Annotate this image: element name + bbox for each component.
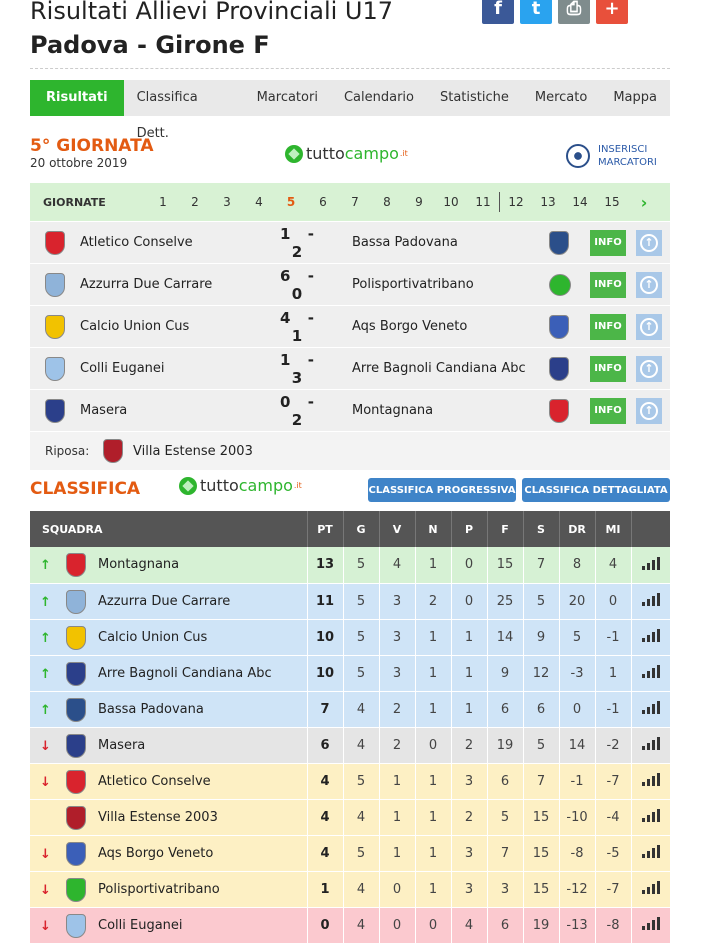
tab-mercato[interactable]: Mercato [534,90,588,105]
away-crest-icon [549,315,569,339]
stat-dr: 5 [559,619,595,655]
home-crest-icon [45,315,65,339]
stat-pt: 11 [307,583,343,619]
stat-pt: 10 [307,619,343,655]
trend-chart-cell[interactable] [631,547,670,583]
tuttocampo-logo [285,144,408,163]
arrow-down-icon: ↓ [40,774,51,790]
logo-text-accent: campo [344,144,399,163]
trend-chart-icon[interactable] [642,808,660,822]
trend-chart-icon[interactable] [642,772,660,786]
stat-p: 3 [451,871,487,907]
giornata-date: 20 ottobre 2019 [30,156,128,170]
stat-f: 6 [487,907,523,943]
team-name[interactable]: Masera [98,737,146,753]
tab-risultati[interactable]: Risultati [30,80,124,116]
tab-calendario[interactable]: Calendario [343,90,414,105]
stat-v: 0 [379,907,415,943]
classifica-progressiva-button[interactable]: CLASSIFICA PROGRESSIVA [368,478,516,502]
stat-n: 1 [415,619,451,655]
col-g: G [343,511,379,547]
twitter-icon[interactable]: t [520,0,552,24]
page-title-line2: Padova - Girone F [30,31,270,59]
stat-mi: -7 [595,871,631,907]
stat-f: 6 [487,691,523,727]
stat-s: 7 [523,547,559,583]
stat-mi: -1 [595,619,631,655]
stat-n: 1 [415,655,451,691]
table-header-row [30,511,670,547]
home-team[interactable]: Calcio Union Cus [80,319,190,334]
team-name[interactable]: Montagnana [98,557,180,572]
stat-n: 1 [415,835,451,871]
stat-mi: -1 [595,691,631,727]
team-crest-icon [66,914,86,938]
stat-mi: -5 [595,835,631,871]
home-team[interactable]: Colli Euganei [80,361,165,376]
tab-classifica-dett[interactable]: Classifica Dett. [136,90,198,141]
team-cell [30,907,307,943]
trend-chart-cell[interactable] [631,907,670,943]
trend-chart-cell[interactable] [631,727,670,763]
col-f: F [487,511,523,547]
stat-g: 4 [343,727,379,763]
classifica-dettagliata-button[interactable]: CLASSIFICA DETTAGLIATA [522,478,670,502]
stat-p: 2 [451,727,487,763]
stat-dr: 0 [559,691,595,727]
stat-g: 5 [343,835,379,871]
col-dr: DR [559,511,595,547]
col-n: N [415,511,451,547]
col-pt: PT [307,511,343,547]
trend-chart-icon[interactable] [642,916,660,930]
arrow-up-icon: ↑ [40,558,51,573]
away-crest-icon [549,274,571,296]
home-crest-icon [45,357,65,381]
stat-g: 5 [343,583,379,619]
team-name[interactable]: Villa Estense 2003 [98,809,218,825]
team-name[interactable]: Aqs Borgo Veneto [98,845,214,861]
arrow-up-icon: ↑ [640,276,658,294]
stat-f: 9 [487,655,523,691]
team-name[interactable]: Bassa Padovana [98,701,204,717]
stat-s: 15 [523,871,559,907]
table-row [30,835,670,871]
stat-v: 0 [379,871,415,907]
giornata-link-current[interactable]: 5 [286,195,296,209]
inserisci-line2: MARCATORI [598,157,657,168]
stat-dr: 14 [559,727,595,763]
trend-chart-icon[interactable] [642,592,660,606]
team-name[interactable]: Arre Bagnoli Candiana Abc [98,665,272,681]
trend-chart-icon[interactable] [642,844,660,858]
giornata-link[interactable]: 12 [508,195,524,209]
team-name[interactable]: Colli Euganei [98,917,183,933]
info-button[interactable]: INFO [590,356,626,382]
match-row [30,348,670,390]
match-list [30,222,670,470]
away-team[interactable]: Montagnana [352,403,434,418]
stat-p: 1 [451,619,487,655]
match-score: 0 - 2 [280,392,320,429]
giornate-label: GIORNATE [43,195,106,209]
stat-dr: -12 [559,871,595,907]
riposa-team[interactable]: Villa Estense 2003 [133,443,253,459]
stat-p: 4 [451,907,487,943]
stat-f: 6 [487,763,523,799]
trend-chart-icon[interactable] [642,664,660,678]
team-name[interactable]: Polisportivatribano [98,881,220,897]
team-cell [30,655,307,691]
home-team[interactable]: Atletico Conselve [80,235,193,250]
away-crest-icon [549,357,569,381]
stat-pt: 4 [307,763,343,799]
team-crest-icon [66,842,86,866]
team-crest-icon [66,734,86,758]
logo-text-main: tutto [306,144,345,163]
stat-p: 3 [451,835,487,871]
team-crest-icon [66,698,86,722]
team-crest-icon [66,878,86,902]
away-team[interactable]: Aqs Borgo Veneto [352,319,468,334]
team-crest-icon [66,806,86,830]
table-row [30,763,670,799]
stat-p: 0 [451,583,487,619]
classifica-title: CLASSIFICA [30,479,141,499]
stat-n: 1 [415,799,451,835]
trend-chart-cell[interactable] [631,655,670,691]
giornata-link[interactable]: 1 [159,195,167,209]
stat-s: 9 [523,619,559,655]
tab-statistiche[interactable]: Statistiche [439,90,509,105]
stat-n: 0 [415,727,451,763]
stat-v: 3 [379,655,415,691]
stat-dr: -13 [559,907,595,943]
stat-n: 0 [415,907,451,943]
tab-mappa[interactable]: Mappa [613,90,657,105]
stat-pt: 13 [307,547,343,583]
giornata-link[interactable]: 8 [383,195,391,209]
giornata-link[interactable]: 10 [443,195,459,209]
riposa-label: Riposa: [45,444,90,458]
col-mi: MI [595,511,631,547]
stat-dr: -8 [559,835,595,871]
soccer-ball-icon [566,144,590,168]
stat-dr: -1 [559,763,595,799]
stat-dr: -3 [559,655,595,691]
home-crest-icon [45,399,65,423]
trend-chart-cell[interactable] [631,835,670,871]
trend-chart-cell[interactable] [631,619,670,655]
stat-g: 5 [343,619,379,655]
match-score: 1 - 3 [280,350,320,387]
stat-v: 2 [379,727,415,763]
arrow-up-icon: ↑ [40,630,51,646]
info-button[interactable]: INFO [590,314,626,340]
riposa-row [30,432,670,470]
team-cell [30,727,307,763]
info-button[interactable]: INFO [590,398,626,424]
giornata-title: 5° GIORNATA [30,136,154,156]
team-cell [30,871,307,907]
match-score: 1 - 2 [280,224,320,261]
arrow-down-icon: ↓ [40,738,51,754]
stat-f: 19 [487,727,523,763]
giornata-link[interactable]: 4 [255,195,263,209]
trend-chart-icon[interactable] [642,700,660,714]
stat-f: 7 [487,835,523,871]
stat-s: 5 [523,583,559,619]
match-row [30,222,670,264]
stat-v: 3 [379,583,415,619]
table-row [30,655,670,691]
team-crest-icon [66,590,86,614]
team-cell [30,763,307,799]
table-row [30,619,670,655]
giornata-link[interactable]: 6 [319,195,327,209]
stat-f: 14 [487,619,523,655]
team-name[interactable]: Atletico Conselve [98,773,211,789]
stat-n: 1 [415,763,451,799]
stat-v: 2 [379,691,415,727]
stat-g: 4 [343,871,379,907]
stat-mi: -7 [595,763,631,799]
trend-chart-cell[interactable] [631,799,670,835]
stat-pt: 1 [307,871,343,907]
team-cell [30,799,307,835]
ball-icon [285,145,303,163]
match-score: 4 - 1 [280,308,320,345]
arrow-up-icon: ↑ [640,234,658,252]
logo-text-suffix: .it [399,149,408,158]
table-row [30,871,670,907]
match-details-button[interactable] [636,314,662,340]
col-s: S [523,511,559,547]
page-title [30,0,393,62]
table-row [30,583,670,619]
stat-p: 3 [451,763,487,799]
stat-n: 1 [415,547,451,583]
giornata-link[interactable]: 3 [223,195,231,209]
social-share-bar [482,0,628,24]
facebook-icon[interactable]: f [482,0,514,24]
arrow-up-icon: ↑ [40,594,51,610]
stat-dr: 8 [559,547,595,583]
logo-text-suffix: .it [293,481,302,490]
giornata-link[interactable]: 2 [191,195,199,209]
stat-v: 1 [379,835,415,871]
stat-s: 7 [523,763,559,799]
stat-f: 5 [487,799,523,835]
home-team[interactable]: Azzurra Due Carrare [80,277,213,292]
arrow-up-icon: ↑ [640,402,658,420]
stat-p: 0 [451,547,487,583]
trend-chart-icon[interactable] [642,736,660,750]
table-row [30,727,670,763]
ball-icon [179,477,197,495]
table-row [30,907,670,943]
stat-mi: -2 [595,727,631,763]
stat-pt: 4 [307,799,343,835]
trend-chart-cell[interactable] [631,583,670,619]
stat-mi: -4 [595,799,631,835]
logo-text-main: tutto [200,476,239,495]
giornata-link[interactable]: 7 [351,195,359,209]
match-details-button[interactable] [636,356,662,382]
tab-marcatori[interactable]: Marcatori [256,90,318,105]
stat-v: 4 [379,547,415,583]
away-crest-icon [549,231,569,255]
stat-v: 1 [379,799,415,835]
stat-f: 3 [487,871,523,907]
col-v: V [379,511,415,547]
match-details-button[interactable] [636,230,662,256]
stat-p: 1 [451,691,487,727]
team-cell [30,583,307,619]
giornate-selector [30,183,670,221]
next-arrow-icon[interactable]: › [640,192,648,212]
stat-mi: 0 [595,583,631,619]
arrow-up-icon: ↑ [40,666,51,682]
stat-pt: 6 [307,727,343,763]
match-details-button[interactable] [636,272,662,298]
arrow-down-icon: ↓ [40,918,51,934]
away-team[interactable]: Arre Bagnoli Candiana Abc [352,361,526,376]
home-crest-icon [45,273,65,297]
away-team[interactable]: Bassa Padovana [352,235,458,250]
stat-f: 25 [487,583,523,619]
table-row [30,547,670,583]
col-trend [631,511,670,547]
stat-v: 3 [379,619,415,655]
team-cell [30,619,307,655]
stat-pt: 0 [307,907,343,943]
arrow-up-icon: ↑ [40,702,51,718]
trend-chart-icon[interactable] [642,556,660,570]
stat-g: 4 [343,907,379,943]
stat-s: 15 [523,835,559,871]
standings-table [30,511,670,944]
inserisci-line1: INSERISCI [598,144,648,155]
match-details-button[interactable] [636,398,662,424]
stat-s: 5 [523,727,559,763]
info-button[interactable]: INFO [590,230,626,256]
arrow-up-icon: ↑ [640,318,658,336]
stat-mi: 1 [595,655,631,691]
tuttocampo-logo [179,476,302,495]
col-p: P [451,511,487,547]
team-cell [30,547,307,583]
away-crest-icon [549,399,569,423]
print-icon[interactable]: ⎙ [558,0,590,24]
stat-pt: 7 [307,691,343,727]
col-squadra: SQUADRA [30,511,307,547]
stat-n: 1 [415,691,451,727]
stat-s: 15 [523,799,559,835]
trend-chart-icon[interactable] [642,880,660,894]
trend-chart-cell[interactable] [631,763,670,799]
team-name[interactable]: Calcio Union Cus [98,629,208,645]
riposa-crest-icon [103,439,123,463]
stat-s: 6 [523,691,559,727]
tab-bar [30,80,670,141]
home-crest-icon [45,231,65,255]
trend-chart-icon[interactable] [642,628,660,642]
stat-g: 4 [343,799,379,835]
trend-chart-cell[interactable] [631,691,670,727]
page-title-line1: Risultati Allievi Provinciali U17 [30,0,394,25]
giornata-link[interactable]: 11 [475,195,491,209]
stat-n: 2 [415,583,451,619]
team-crest-icon [66,553,86,577]
info-button[interactable]: INFO [590,272,626,298]
stat-g: 5 [343,655,379,691]
stat-g: 5 [343,547,379,583]
more-share-icon[interactable]: + [596,0,628,24]
team-name[interactable]: Azzurra Due Carrare [98,593,231,609]
team-cell [30,835,307,871]
stat-dr: -10 [559,799,595,835]
team-crest-icon [66,770,86,794]
team-crest-icon [66,662,86,686]
stat-s: 12 [523,655,559,691]
stat-p: 1 [451,655,487,691]
team-crest-icon [66,626,86,650]
logo-text-accent: campo [238,476,293,495]
arrow-up-icon: ↑ [640,360,658,378]
table-row [30,799,670,835]
stat-mi: -8 [595,907,631,943]
stat-pt: 10 [307,655,343,691]
giornata-link[interactable]: 13 [540,195,556,209]
arrow-down-icon: ↓ [40,846,51,862]
team-cell [30,691,307,727]
stat-mi: 4 [595,547,631,583]
divider [30,68,670,69]
giornata-link[interactable]: 9 [415,195,423,209]
match-row [30,264,670,306]
away-team[interactable]: Polisportivatribano [352,277,474,292]
stat-s: 19 [523,907,559,943]
match-row [30,306,670,348]
giornata-link[interactable]: 15 [604,195,620,209]
stat-p: 2 [451,799,487,835]
arrow-down-icon: ↓ [40,882,51,898]
inserisci-marcatori-link[interactable] [566,143,657,169]
stat-f: 15 [487,547,523,583]
stat-n: 1 [415,871,451,907]
stat-g: 5 [343,763,379,799]
stat-g: 4 [343,691,379,727]
trend-chart-cell[interactable] [631,871,670,907]
giornata-link[interactable]: 14 [572,195,588,209]
home-team[interactable]: Masera [80,403,128,418]
stat-v: 1 [379,763,415,799]
match-score: 6 - 0 [280,266,320,303]
match-row [30,390,670,432]
stat-pt: 4 [307,835,343,871]
table-row [30,691,670,727]
stat-dr: 20 [559,583,595,619]
